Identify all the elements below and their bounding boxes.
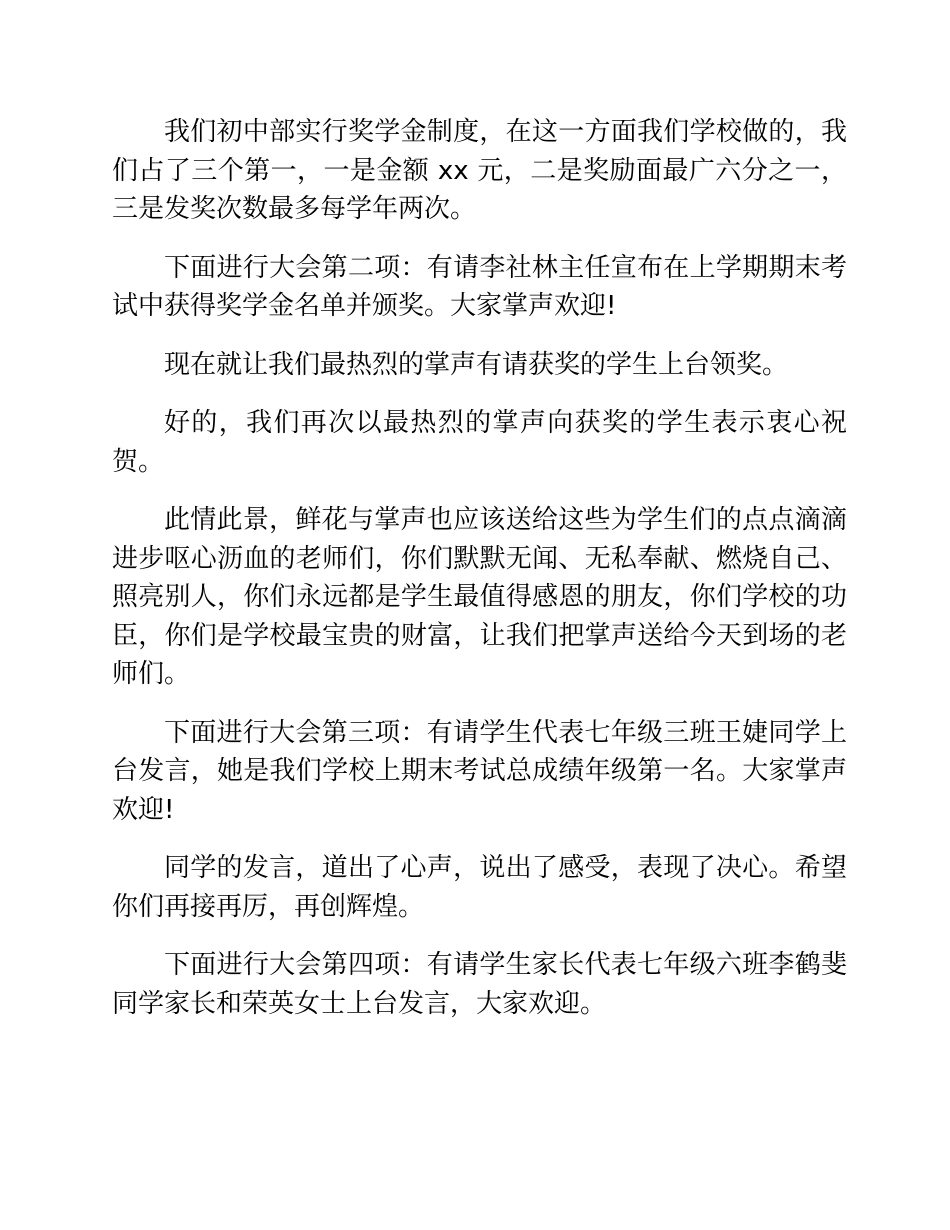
paragraph-teacher-thanks: 此情此景，鲜花与掌声也应该送给这些为学生们的点点滴滴进步呕心沥血的老师们，你们默默无闻、无私奉献、燃烧自己、照亮别人，你们永远都是学生最值得感恩的朋友，你们学校的功臣，你们是学校最宝贵的财富，让我们把掌声送给今天到场的老师们。 (112, 505, 847, 689)
document-body (112, 113, 847, 1043)
paragraph-item-four: 下面进行大会第四项：有请学生家长代表七年级六班李鹤斐同学家长和荣英女士上台发言，大家欢迎。 (112, 950, 847, 1019)
paragraph-item-three: 下面进行大会第三项：有请学生代表七年级三班王婕同学上台发言，她是我们学校上期末考试总成绩年级第一名。大家掌声欢迎! (112, 717, 847, 825)
paragraph-congratulations: 好的，我们再次以最热烈的掌声向获奖的学生表示衷心祝贺。 (112, 408, 847, 477)
paragraph-item-two: 下面进行大会第二项：有请李社林主任宣布在上学期期末考试中获得奖学金名单并颁奖。大家掌声欢迎! (112, 252, 847, 321)
paragraph-award-invite: 现在就让我们最热烈的掌声有请获奖的学生上台领奖。 (164, 349, 789, 380)
paragraph-scholarship-system: 我们初中部实行奖学金制度，在这一方面我们学校做的，我们占了三个第一，一是金额 xx 元，二是奖励面最广六分之一，三是发奖次数最多每学年两次。 (112, 117, 847, 224)
paragraph-speech-response: 同学的发言，道出了心声，说出了感受，表现了决心。希望你们再接再厉，再创辉煌。 (112, 853, 847, 922)
